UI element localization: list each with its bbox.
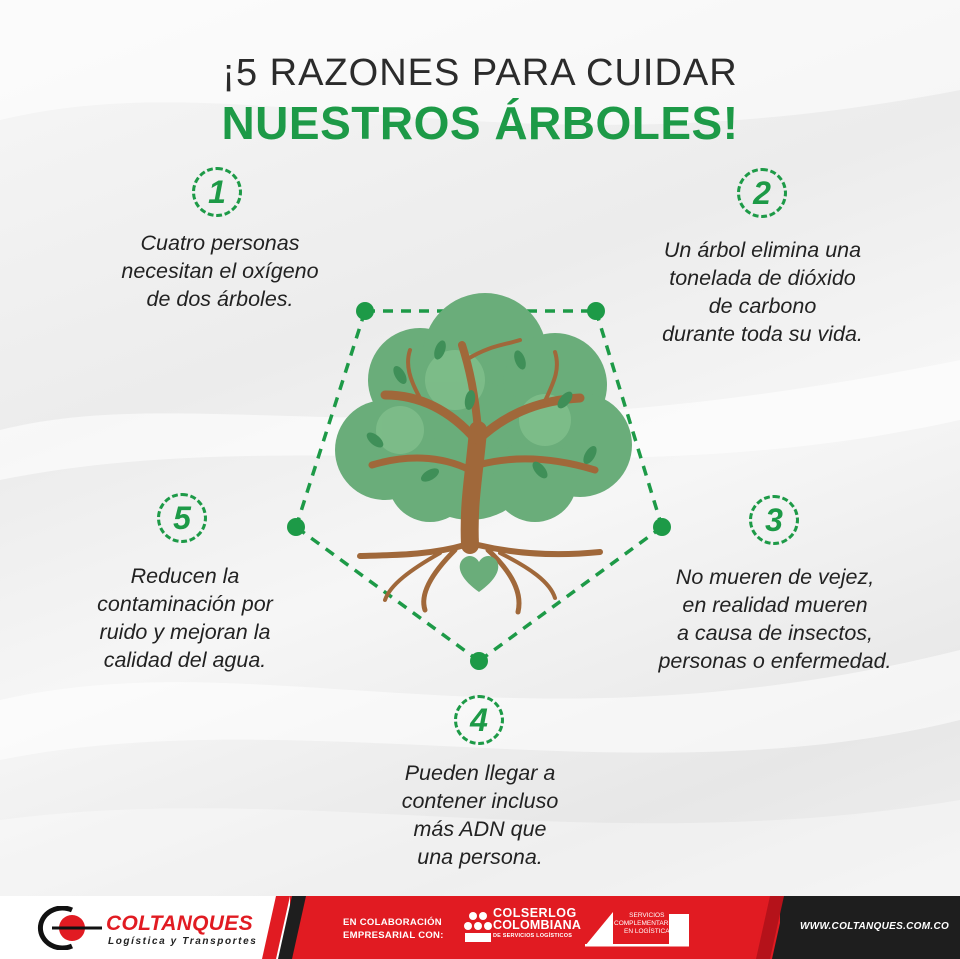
reason-1-number-badge: 1 <box>192 167 242 217</box>
title-line-2: NUESTROS ÁRBOLES! <box>221 97 739 149</box>
reason-3-text: No mueren de vejez, en realidad mueren a causa de insectos, personas o enfermedad. <box>658 565 892 673</box>
reason-5-number-badge: 5 <box>157 493 207 543</box>
title-line-1: ¡5 RAZONES PARA CUIDAR <box>222 52 738 94</box>
reason-2-number-badge: 2 <box>737 168 787 218</box>
partner-1-name-line-2: COLOMBIANA <box>493 918 582 932</box>
footer-bar <box>0 896 960 959</box>
reason-3-number-badge: 3 <box>749 495 799 545</box>
reason-1-text: Cuatro personas necesitan el oxígeno de dos árboles. <box>121 231 319 311</box>
reason-5-text: Reducen la contaminación por ruido y mejoran la calidad del agua. <box>97 564 273 672</box>
footer-diagonal-stripes-left <box>262 896 332 959</box>
reason-4-number-badge: 4 <box>454 695 504 745</box>
reason-2-text: Un árbol elimina una tonelada de dióxido de carbono durante toda su vida. <box>662 238 863 346</box>
partner-1-subtitle: DE SERVICIOS LOGÍSTICOS <box>493 933 573 939</box>
colserlog-logo-icon <box>463 910 493 944</box>
tree-with-heart-roots-icon <box>335 293 632 612</box>
website-link[interactable]: WWW.COLTANQUES.COM.CO <box>800 921 950 932</box>
partner-1-name-line-1: COLSERLOG <box>493 906 577 920</box>
coltanques-logo-icon <box>32 906 104 950</box>
heart-icon <box>460 556 499 592</box>
brand-name: COLTANQUES <box>106 912 253 935</box>
brand-tagline: Logística y Transportes <box>108 936 258 947</box>
collaboration-text: EN COLABORACIÓN EMPRESARIAL CON: <box>343 917 444 941</box>
partner-2-text: SERVICIOS COMPLEMENTARIOS EN LOGÍSTICA <box>614 912 680 935</box>
reason-4-text: Pueden llegar a contener incluso más ADN que una persona. <box>401 761 559 869</box>
